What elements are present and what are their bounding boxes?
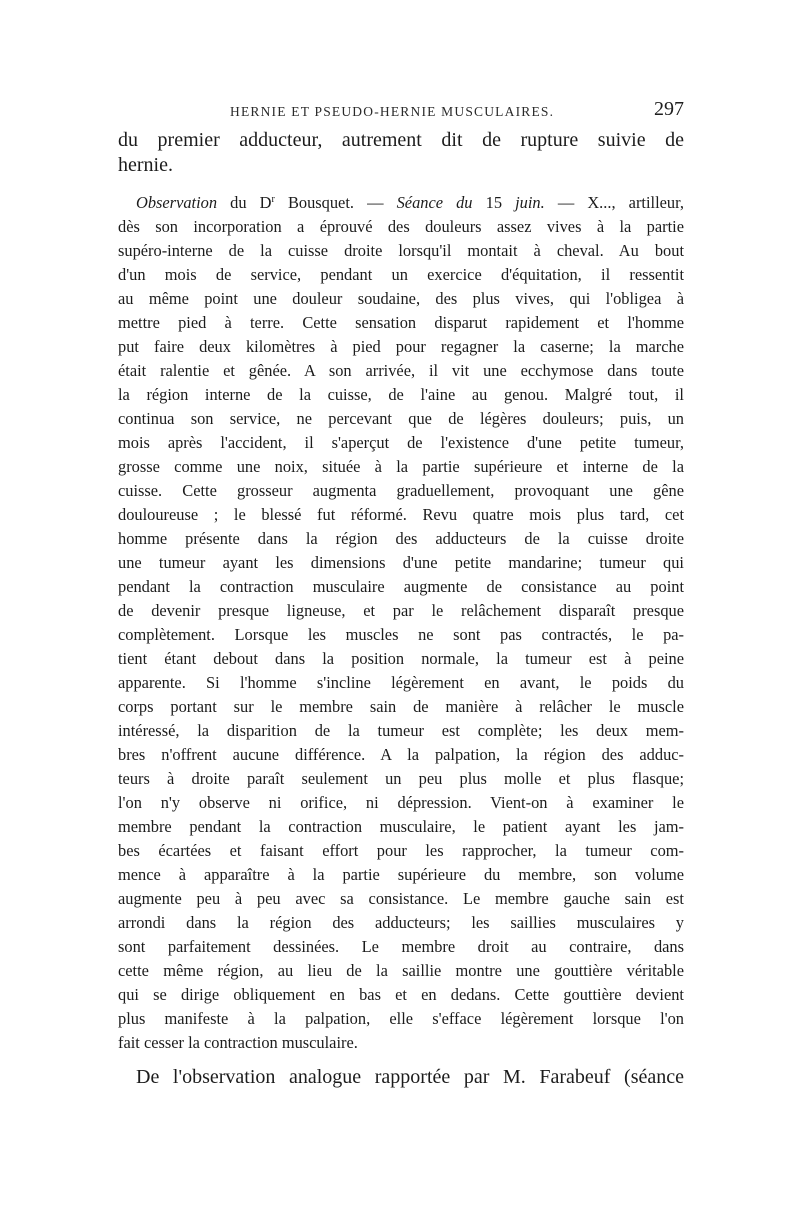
text-line: augmente peu à peu avec sa consistance. Le membre gauche sain est: [118, 889, 684, 908]
observation-author-post: Bousquet. —: [274, 193, 397, 212]
observation-month: juin.: [515, 193, 545, 212]
text-line: une tumeur ayant les dimensions d'une petite mandarine; tumeur qui: [118, 553, 684, 572]
lead-paragraph: [118, 128, 684, 178]
page-number: 297: [654, 98, 684, 120]
text-line: d'un mois de service, pendant un exercice d'équitation, il ressentit: [118, 265, 684, 284]
text-line: plus manifeste à la palpation, elle s'efface légèrement lorsque l'on: [118, 1009, 684, 1028]
text-line: teurs à droite paraît seulement un peu plus molle et plus flasque;: [118, 769, 684, 788]
text-line: bres n'offrent aucune différence. A la palpation, la région des adduc-: [118, 745, 684, 764]
text-line: grosse comme une noix, située à la partie supérieure et interne de la: [118, 457, 684, 476]
text-line: continua son service, ne percevant que de légères douleurs; puis, un: [118, 409, 684, 428]
text-line: put faire deux kilomètres à pied pour regagner la caserne; la marche: [118, 337, 684, 356]
running-title: HERNIE ET PSEUDO-HERNIE MUSCULAIRES.: [230, 104, 555, 119]
observation-label: Observation: [136, 193, 218, 212]
observation-author-sup: r: [271, 194, 275, 205]
closing-paragraph: [118, 1065, 684, 1090]
observation-session: Séance du: [396, 193, 473, 212]
text-line: fait cesser la contraction musculaire.: [118, 1033, 358, 1052]
observation-date: 15: [472, 193, 516, 212]
text-line: intéressé, la disparition de la tumeur est complète; les deux mem-: [118, 721, 684, 740]
text-line: apparente. Si l'homme s'incline légèrement en avant, le poids du: [118, 673, 684, 692]
text-line: supéro-interne de la cuisse droite lorsqu'il montait à cheval. Au bout: [118, 241, 684, 260]
closing-line: De l'observation analogue rapportée par M. Farabeuf (séance: [136, 1066, 684, 1088]
text-line: hernie.: [118, 154, 173, 176]
observation-first-line: [118, 191, 684, 215]
text-line: l'on n'y observe ni orifice, ni dépression. Vient-on à examiner le: [118, 793, 684, 812]
text-line: dès son incorporation a éprouvé des douleurs assez vives à la partie: [118, 217, 684, 236]
text-line: la région interne de la cuisse, de l'aine au genou. Malgré tout, il: [118, 385, 684, 404]
text-line: mois après l'accident, il s'aperçut de l'existence d'une petite tumeur,: [118, 433, 684, 452]
text-line: mettre pied à terre. Cette sensation disparut rapidement et l'homme: [118, 313, 684, 332]
text-line: cette même région, au lieu de la saillie montre une gouttière véritable: [118, 961, 684, 980]
text-line: complètement. Lorsque les muscles ne sont pas contractés, le pa-: [118, 625, 684, 644]
text-line: au même point une douleur soudaine, des plus vives, qui l'obligea à: [118, 289, 684, 308]
text-line: corps portant sur le membre sain de manière à relâcher le muscle: [118, 697, 684, 716]
text-line: de devenir presque ligneuse, et par le relâchement disparaît presque: [118, 601, 684, 620]
running-head: [118, 98, 684, 128]
page: [118, 98, 684, 1090]
text-line: qui se dirige obliquement en bas et en dedans. Cette gouttière devient: [118, 985, 684, 1004]
text-line: cuisse. Cette grosseur augmenta graduellement, provoquant une gêne: [118, 481, 684, 500]
text-line: pendant la contraction musculaire augmente de consistance au point: [118, 577, 684, 596]
text-line: était ralentie et gênée. A son arrivée, il vit une ecchymose dans toute: [118, 361, 684, 380]
text-line: douloureuse ; le blessé fut réformé. Revu quatre mois plus tard, cet: [118, 505, 684, 524]
text-line: arrondi dans la région des adducteurs; les saillies musculaires y: [118, 913, 684, 932]
text-line: du premier adducteur, autrement dit de rupture suivie de: [118, 129, 684, 151]
text-line: membre pendant la contraction musculaire, le patient ayant les jam-: [118, 817, 684, 836]
text-line: mence à apparaître à la partie supérieure du membre, son volume: [118, 865, 684, 884]
observation-paragraph: [118, 191, 684, 1055]
text-line: sont parfaitement dessinées. Le membre droit au contraire, dans: [118, 937, 684, 956]
text-line: bes écartées et faisant effort pour les rapprocher, la tumeur com-: [118, 841, 684, 860]
text-line: tient étant debout dans la position normale, la tumeur est à peine: [118, 649, 684, 668]
text-line: homme présente dans la région des adducteurs de la cuisse droite: [118, 529, 684, 548]
observation-author-pre: du D: [230, 193, 272, 212]
observation-first-line-rest: — X..., artilleur,: [544, 193, 684, 212]
